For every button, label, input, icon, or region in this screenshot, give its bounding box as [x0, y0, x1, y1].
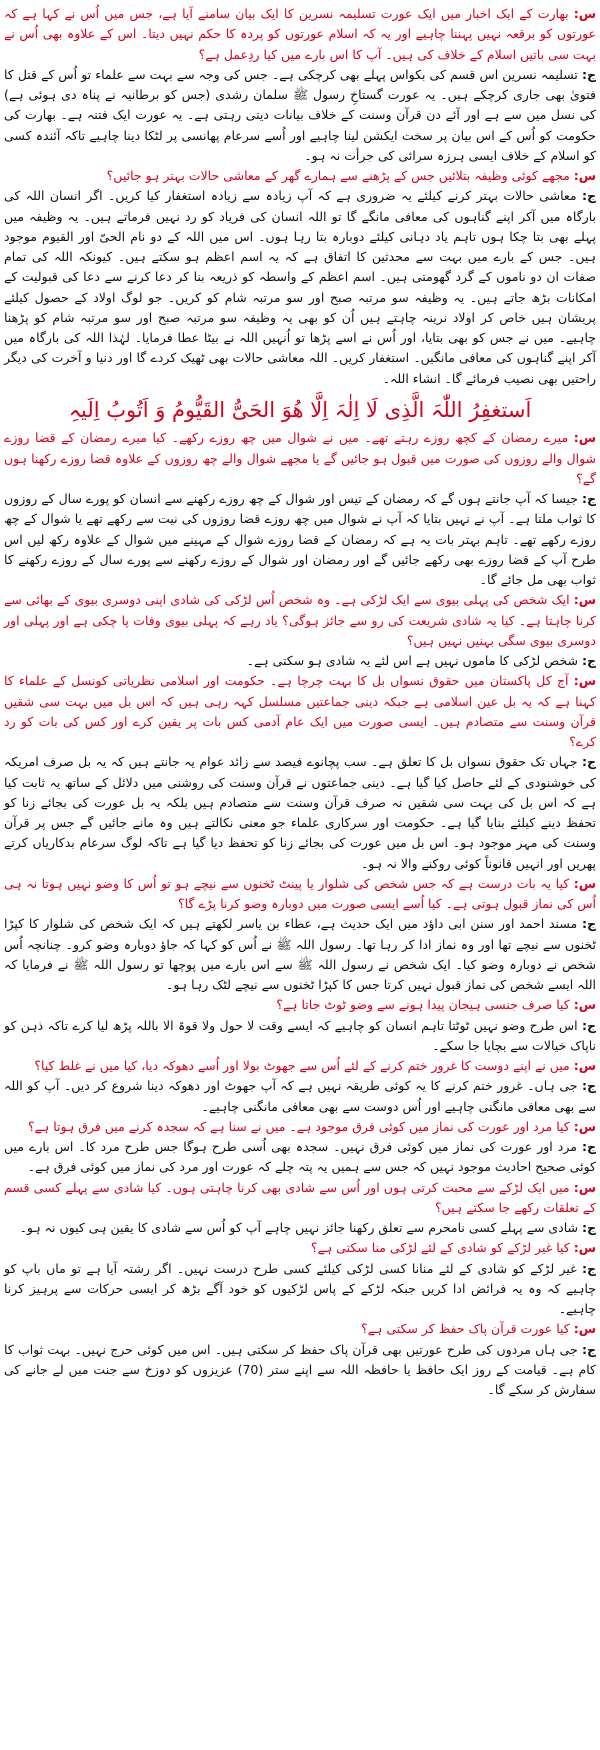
answer [4, 752, 596, 874]
answer [4, 914, 596, 995]
dua-text: اَستغفِرُ اللّٰہَ الَّذِی لَا اِلٰہَ اِلَّا ھُوَ الحَیُّ القَیُّومُ وَ اَتُوبُ اِلَیہِ [68, 397, 532, 422]
question-text: کیا غیر لڑکے کو شادی کے لئے لڑکی منا سکتی ہے؟ [310, 1240, 570, 1256]
question-marker: س: [573, 673, 596, 689]
answer-text: جی ہاں مردوں کی طرح عورتیں بھی قرآن پاک حفظ کر سکتی ہیں۔ اس میں کوئی حرج نہیں۔ بہت ثواب کا کام ہے۔ قیامت کے روز ایک حافظ یا حافظہ اللہ سے اپنے ستر (70) عزیزوں کو دوزخ سے جنت میں لے جانے کی سفارش کر سکے گا۔ [4, 1341, 596, 1397]
answer [4, 1076, 596, 1117]
answer-marker: ج: [581, 1260, 596, 1276]
answer [4, 1137, 596, 1178]
answer-marker: ج: [581, 188, 596, 204]
answer-text: مرد اور عورت کی نماز میں کوئی فرق نہیں۔ سجدہ بھی اُسی طرح ہوگا جس طرح مرد کا۔ اس بارے میں کوئی صحیح احادیث موجود نہیں کہ جس سے ہمیں یہ پتہ چلے کہ عورت اور مرد کی نماز میں کوئی فرق ہے۔ [4, 1139, 596, 1175]
answer-marker: ج: [581, 653, 596, 668]
answer-marker: ج: [581, 1078, 596, 1094]
question-text: بھارت کے ایک اخبار میں ایک عورت تسلیمہ نسرین کا ایک بیان سامنے آیا ہے، جس میں اُس نے کہا ہے کہ عورتوں کو برقعہ نہیں پہننا چاہیے اور یہ کہ اسلام عورتوں کو پردہ کا حکم نہیں دیتا۔ اس کے علاوہ بھی اُس نے بہت سی باتیں اسلام کے خلاف کی ہیں۔ آپ کا اس بارے میں کیا ردِعمل ہے؟ [4, 6, 596, 62]
question-marker: س: [573, 1240, 596, 1256]
answer [4, 186, 596, 389]
answer-text: معاشی حالات بہتر کرنے کیلئے یہ ضروری ہے کہ آپ زیادہ سے زیادہ استغفار کیا کریں۔ اگر انسان اللہ کی بارگاہ میں آکر اپنے گناہوں کی معافی مانگے گا تو اللہ انسان کی فریاد کو رد نہیں فرماتے ہیں۔ یہ وظیفہ میں پہلے بھی بتا چکا ہوں تاہم یاد دہانی کیلئے دوبارہ بتا رہا ہوں۔ اس میں اللہ کے دو نام الحیّ اور القیوم موجود ہیں۔ جس کے بارے میں بہت سے محدثین کا اتفاق ہے کہ یہ اسم اعظم ہو سکتے ہیں۔ کیونکہ اللہ کی تمام صفات ان دو ناموں کے گرد گھومتی ہیں۔ اسم اعظم کے واسطہ کو ذریعہ بنا کر دعا کرنے سے دعا کی قبولیت کے امکانات بڑھ جاتے ہیں۔ یہ وظیفہ سو مرتبہ صبح اور سو مرتبہ شام کو کریں۔ جو لوگ اولاد کے حصول کیلئے پریشان ہیں خاص کر اولاد نرینہ چاہتے ہیں اُن کو بھی یہ وظیفہ سو مرتبہ صبح اور سو مرتبہ شام کو پڑھنا چاہیے۔ میں نے جس کو بھی بتایا، اور اُس نے اسے پڑھا تو اُنہیں اللہ نے بیٹا عطا فرمایا۔ لہٰذا اللہ کی بارگاہ میں آکر اپنے گناہوں کی معافی مانگیں۔ استغفار کریں۔ اللہ معاشی حالات بھی ٹھیک کردے گا اور دنیا و آخرت کی دیگر راحتیں بھی نصیب فرمائے گا۔ انشاء اللہ۔ [4, 188, 596, 386]
question [4, 874, 596, 915]
answer-marker: ج: [581, 491, 596, 506]
answer [4, 1016, 596, 1057]
answer-marker: ج: [581, 1139, 596, 1154]
question-text: میں ایک لڑکے سے محبت کرتی ہوں اور اُس سے شادی بھی کرنا چاہتی ہوں۔ کیا شادی سے پہلے کسی قسم کے تعلقات رکھے جا سکتے ہیں؟ [4, 1179, 596, 1215]
question-text: ایک شخص کی پہلی بیوی سے ایک لڑکی ہے۔ وہ شخص اُس لڑکی کی شادی اپنی دوسری بیوی کے بھائی سے کرنا چاہتا ہے۔ کیا یہ شادی شریعت کی رو سے جائز ہوگی؟ یاد رہے کہ پہلی بیوی وفات پا چکی ہے اور پہلی اور دوسری بیوی سگی بہنیں نہیں ہیں؟ [4, 592, 596, 648]
question-text: کیا صرف جنسی ہیجان پیدا ہونے سے وضو ٹوٹ جاتا ہے؟ [276, 997, 570, 1013]
question-text: میرے رمضان کے کچھ روزے رہتے تھے۔ میں نے شوال میں چھ روزے رکھے۔ کیا میرے رمضان کے قضا روزے شوال والے روزوں کی صورت میں قبول ہو جائیں گے یا مجھے شوال والے چھ روزوں کے علاوہ قضا روزے رکھنا ہوں گے؟ [4, 430, 596, 486]
question-marker: س: [573, 430, 596, 446]
question-marker: س: [573, 1179, 597, 1195]
question-marker: س: [573, 997, 596, 1013]
question [4, 1178, 596, 1219]
answer-text: جیسا کہ آپ جانتے ہوں گے کہ رمضان کے تیس اور شوال کے چھ روزے رکھنے سے انسان کو پورے سال کے روزوں کا ثواب ملتا ہے۔ آپ نے نہیں بتایا کہ آپ نے شوال میں چھ روزے قضا روزوں کی نیت سے رکھے تھے یا شوال کے چھ روزے رکھے تھے۔ تاہم بہتر بات یہ ہے کہ رمضان کے قضا روزے شوال کے مہینے میں شوال کے علاوہ رکھ لیں اس طرح آپ کے قضا روزے بھی رکھے جائیں گے اور رمضان اور شوال کے روزے رکھنے سے پورے سال کے روزے رکھنے کا ثواب بھی مل جائے گا۔ [4, 491, 596, 587]
question [4, 995, 596, 1015]
answer-marker: ج: [581, 916, 596, 932]
answer-text: شخص لڑکی کا ماموں نہیں ہے اس لئے یہ شادی ہو سکتی ہے۔ [246, 653, 578, 668]
answer-marker: ج: [581, 1017, 596, 1033]
answer-text: تسلیمہ نسرین اس قسم کی بکواس پہلے بھی کرچکی ہے۔ جس کی وجہ سے بہت سے علماء تو اُس کے قتل کا فتویٰ بھی جاری کرچکے ہیں۔ یہ عورت گستاخِ رسول ﷺ سلمان رشدی (جس کو برطانیہ نے پناہ دی ہوئی ہے) کی نسل میں سے ہے اور آئے دن قرآن وسنت کے خلاف بیانات دیتی رہتی ہے۔ یہ عورت ایک فتنہ ہے۔ بھارت کی حکومت کو اُس کے اس بیان پر سخت ایکشن لینا چاہیے اور اُسے سرعام پھانسی پر لٹکا دینا چاہیے تاکہ آئندہ کسی کو اسلام کے خلاف ایسی ہرزہ سرائی کی جرأت نہ ہو۔ [4, 66, 596, 163]
answer [4, 1340, 596, 1401]
question [4, 671, 596, 752]
question-text: کیا مرد اور عورت کی نماز میں کوئی فرق موجود ہے۔ میں نے سنا ہے کہ سجدہ کرنے میں فرق ہوتا ہے؟ [27, 1118, 570, 1134]
answer [4, 489, 596, 590]
question [4, 428, 596, 489]
question-marker: س: [573, 1321, 596, 1337]
question-marker: س: [573, 6, 596, 21]
question-text: آج کل پاکستان میں حقوق نسواں بل کا بہت چرچا ہے۔ حکومت اور اسلامی نظریاتی کونسل کے علماء کا کہنا ہے کہ یہ بل عین اسلامی ہے جبکہ دینی جماعتیں مسلسل کہہ رہی ہیں کہ اس بل میں بہت سی شقیں قرآن وسنت سے متصادم ہیں۔ ایسی صورت میں ایک عام آدمی کس بات پر یقین کرے اور کس کی بات کو رد کرے؟ [4, 673, 596, 749]
question [4, 590, 596, 651]
question-text: کیا عورت قرآن پاک حفظ کر سکتی ہے؟ [361, 1321, 570, 1337]
question [4, 1238, 596, 1258]
question-marker: س: [573, 875, 596, 891]
question-marker: س: [573, 592, 596, 608]
answer [4, 651, 596, 671]
answer-text: مسند احمد اور سنن ابی داؤد میں ایک حدیث ہے، عطاء بن یاسر لکھتے ہیں کہ ایک شخص کی شلوار کا کپڑا ٹخنوں سے نیچے تھا اور وہ نماز ادا کر رہا تھا۔ رسول اللہ ﷺ نے اُس کو کہا کہ جاؤ دوبارہ وضو کرو۔ چنانچہ اُس شخص نے دوبارہ وضو کیا۔ ایک شخص نے رسول اللہ ﷺ سے اس بارے میں پوچھا تو رسول اللہ ﷺ نے فرمایا کہ اللہ ایسے شخص کی نماز قبول نہیں کرتا جس کا کپڑا ٹخنوں سے نیچے لٹک رہا ہو۔ [4, 916, 596, 992]
answer-marker: ج: [581, 1341, 596, 1357]
answer-text: اس طرح وضو نہیں ٹوٹتا تاہم انسان کو چاہیے کہ ایسے وقت لا حول ولا قوۃ الا باللہ پڑھ لیا کرے تاکہ ذہن کو ناپاک خیالات سے بچایا جا سکے۔ [4, 1017, 596, 1053]
answer-text: جہاں تک حقوق نسواں بل کا تعلق ہے۔ سب پچانوے فیصد سے زائد عوام یہ جانتے ہیں کہ یہ بل صرف امریکہ کی خوشنودی کے لئے حاصل کیا گیا ہے۔ دینی جماعتوں نے قرآن وسنت کی روشنی میں دلائل کے ساتھ یہ ثابت کیا ہے کہ اس بل کی بہت سی شقیں نہ صرف قرآن وسنت سے متصادم ہیں بلکہ یہ بل عورت کی بجائے زنا کو تحفظ دینے کیلئے بنایا گیا ہے۔ حکومت اور سرکاری علماء جو معنی نکالتے ہیں وہ مانے جائیں گے جس پر قرآن وسنت کی مہر موجود ہو۔ اس بل میں عورت کی بجائے زنا کو تحفظ دیا گیا ہے تاکہ لوگ سرعام بدکاریاں کرتے پھریں اور انہیں قانوناً کوئی روکنے والا نہ ہو۔ [4, 754, 596, 871]
answer-marker: ج: [581, 1220, 596, 1235]
answer-text: غیر لڑکے کو شادی کے لئے منانا کسی لڑکی کیلئے کسی طرح درست نہیں۔ اگر رشتہ آیا ہے تو ماں باپ کو چاہیے کہ وہ یہ فرائض ادا کریں جبکہ لڑکے کے پاس لڑکیوں کو خود آگے بڑھ کر ایسی حرکات سے پرہیز کرنا چاہیے۔ [4, 1260, 596, 1316]
question-text: مجھے کوئی وظیفہ بتلائیں جس کے پڑھنے سے ہمارے گھر کے معاشی حالات بہتر ہو جائیں؟ [106, 168, 570, 183]
answer [4, 1218, 596, 1238]
question [4, 166, 596, 186]
question-marker: س: [573, 1058, 596, 1073]
answer [4, 65, 596, 166]
question [4, 4, 596, 65]
answer-marker: ج: [581, 66, 596, 82]
question [4, 1056, 596, 1076]
question-marker: س: [573, 1118, 596, 1134]
answer-text: جی ہاں۔ غرور ختم کرنے کا یہ کوئی طریقہ نہیں ہے کہ آپ جھوٹ اور دھوکہ دینا شروع کر دیں۔ آپ کو اللہ سے بھی معافی مانگنی چاہیے اور اُس دوست سے بھی معافی مانگنی چاہیے۔ [4, 1078, 596, 1114]
question [4, 1117, 596, 1137]
question-text: میں نے اپنے دوست کا غرور ختم کرنے کے لئے اُس سے جھوٹ بولا اور اُسے دھوکہ دیا، کیا میں نے غلط کیا؟ [34, 1058, 570, 1073]
answer-marker: ج: [581, 754, 596, 770]
question [4, 1319, 596, 1339]
question-marker: س: [573, 168, 596, 183]
answer-text: شادی سے پہلے کسی نامحرم سے تعلق رکھنا جائز نہیں چاہے آپ کو اُس سے شادی کا یقین ہی کیوں نہ ہو۔ [19, 1220, 578, 1235]
answer [4, 1259, 596, 1320]
question-text: کیا یہ بات درست ہے کہ جس شخص کی شلوار یا پینٹ ٹخنوں سے نیچے ہو تو اُس کا وضو نہیں ہوتا نہ ہی اُس کی نماز قبول ہوتی ہے۔ کیا اُسے ایسی صورت میں دوبارہ وضو کرنا پڑے گا؟ [4, 875, 596, 911]
